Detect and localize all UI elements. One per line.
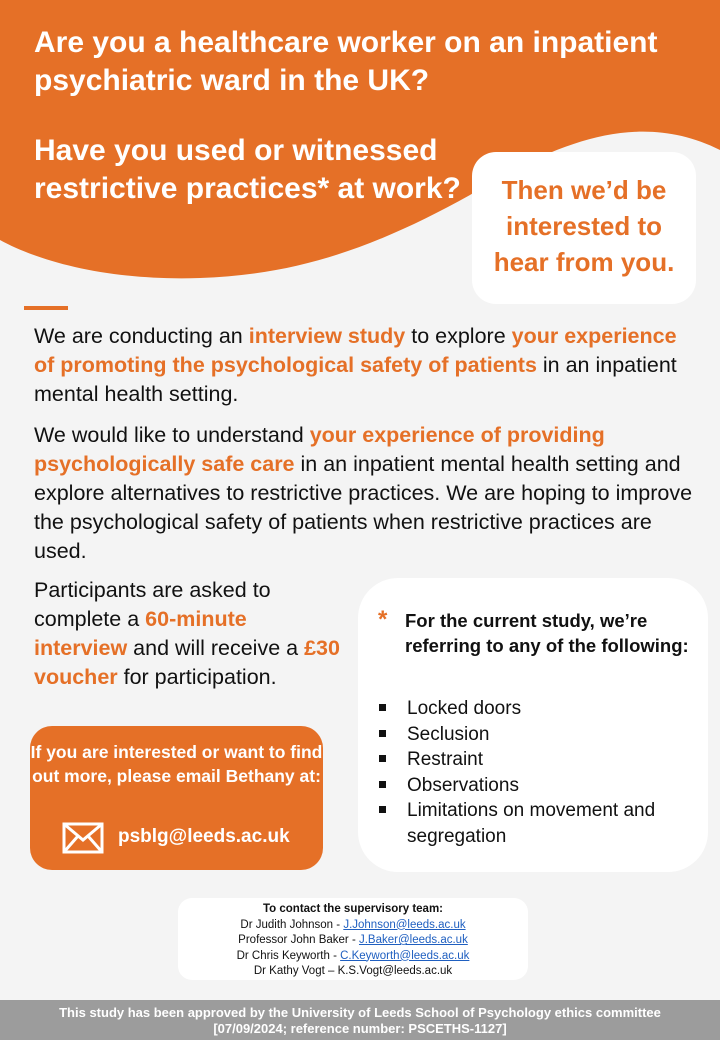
participation-paragraph: Participants are asked to complete a 60-minute interview and will receive a £30 voucher for participation. bbox=[34, 578, 340, 689]
supervisor-email-link[interactable]: J.Johnson@leeds.ac.uk bbox=[343, 918, 466, 931]
list-item: Observations bbox=[378, 773, 698, 799]
intro-paragraph-2: We would like to understand your experience of providing psychologically safe care in an inpatient mental health setting and explore alternatives to restrictive practices. We are hoping to improve the psychological safety of patients when restrictive practices are used. bbox=[34, 423, 693, 563]
ethics-reference: [07/09/2024; reference number: PSCETHS-1127] bbox=[213, 1021, 507, 1036]
list-item: Limitations on movement and segregation bbox=[378, 798, 698, 849]
accent-divider bbox=[24, 306, 68, 310]
list-item: Locked doors bbox=[378, 696, 698, 722]
supervisory-team-box bbox=[178, 898, 528, 980]
ethics-approval-text: This study has been approved by the University of Leeds School of Psychology ethics committee bbox=[59, 1005, 661, 1020]
supervisor-row: Professor John Baker - J.Baker@leeds.ac.uk bbox=[238, 934, 468, 946]
supervisor-email-link[interactable]: C.Keyworth@leeds.ac.uk bbox=[340, 949, 470, 962]
supervisor-row: Dr Judith Johnson - J.Johnson@leeds.ac.uk bbox=[240, 918, 466, 931]
contact-email-link[interactable]: psblg@leeds.ac.uk bbox=[118, 826, 290, 847]
email-prompt-text: If you are interested or want to find out more, please email Bethany at: bbox=[30, 742, 323, 786]
headline-question-1: Are you a healthcare worker on an inpatient psychiatric ward in the UK? bbox=[34, 26, 658, 97]
highlight-experience: your experience of promoting the psychological safety of patients bbox=[34, 324, 677, 377]
intro-paragraph-1: We are conducting an interview study to explore your experience of promoting the psychological safety of patients in an inpatient mental health setting. bbox=[34, 324, 677, 406]
highlight-safe-care: your experience of providing psychologically safe care bbox=[34, 423, 605, 476]
highlight-interview-study: interview study bbox=[248, 324, 406, 348]
supervisory-team-title: To contact the supervisory team: bbox=[263, 903, 443, 915]
callout-bubble: Then we’d be interested to hear from you. bbox=[472, 152, 696, 304]
restrictive-practices-list bbox=[378, 696, 698, 849]
supervisor-row: Dr Chris Keyworth - C.Keyworth@leeds.ac.uk bbox=[236, 949, 470, 962]
envelope-icon bbox=[62, 822, 104, 854]
highlight-voucher: £30 voucher bbox=[34, 636, 340, 689]
headline-question-2: Have you used or witnessed restrictive practices* at work? bbox=[34, 134, 461, 205]
list-item: Seclusion bbox=[378, 722, 698, 748]
supervisor-email-link[interactable]: J.Baker@leeds.ac.uk bbox=[358, 934, 468, 946]
asterisk-marker: * bbox=[378, 606, 388, 633]
definition-intro: For the current study, we’re referring to any of the following: bbox=[405, 610, 689, 656]
list-item: Restraint bbox=[378, 747, 698, 773]
supervisor-row: Dr Kathy Vogt – K.S.Vogt@leeds.ac.uk bbox=[253, 965, 453, 977]
ethics-footer bbox=[0, 1000, 720, 1040]
highlight-duration: 60-minute interview bbox=[34, 607, 247, 660]
